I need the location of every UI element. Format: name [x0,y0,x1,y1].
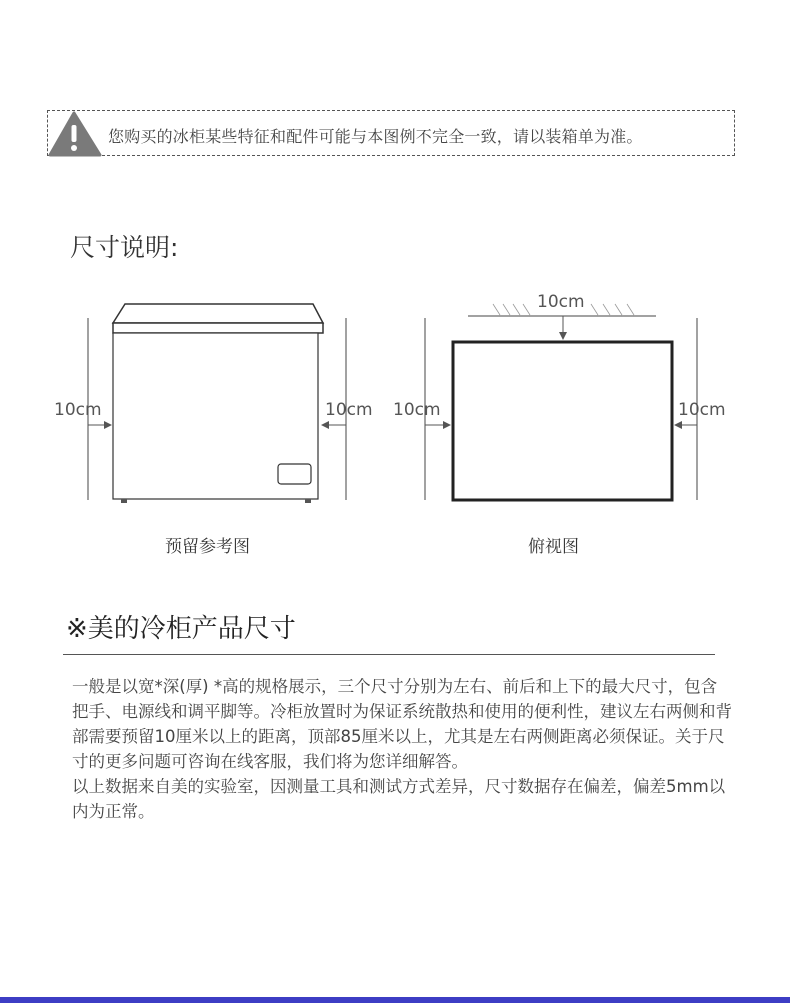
top-right-clearance-label: 10cm [678,400,726,420]
top-view-diagram [393,292,726,500]
description-paragraph-1: 一般是以宽*深(厚) *高的规格展示，三个尺寸分别为左右、前后和上下的最大尺寸，包含把手、电源线和调平脚等。冷柜放置时为保证系统散热和使用的便利性，建议左右两侧和背部需要预留10厘米以上的距离，顶部85厘米以上，尤其是左右两侧距离必须保证。关于尺寸的更多问题可咨询在线客服，我们将为您详细解答。 [72,677,732,771]
warning-icon [48,111,104,157]
top-left-clearance-label: 10cm [393,400,441,420]
product-size-title: ※美的冷柜产品尺寸 [66,614,296,644]
notice-text: 您购买的冰柜某些特征和配件可能与本图例不完全一致，请以装箱单为准。 [108,127,643,146]
product-size-description [72,674,732,824]
front-left-clearance-label: 10cm [54,400,102,420]
clearance-diagrams [0,280,790,520]
description-paragraph-2: 以上数据来自美的实验室，因测量工具和测试方式差异，尺寸数据存在偏差，偏差5mm以内为正常。 [72,777,726,821]
front-right-clearance-label: 10cm [325,400,373,420]
divider [63,654,715,655]
section-title-dimensions: 尺寸说明: [70,233,179,262]
front-view-caption: 预留参考图 [165,537,250,557]
front-view-diagram [54,304,373,503]
notice-box [47,110,735,156]
top-view-caption: 俯视图 [528,537,579,557]
bottom-accent-bar [0,997,790,1003]
top-clearance-label: 10cm [537,292,585,312]
